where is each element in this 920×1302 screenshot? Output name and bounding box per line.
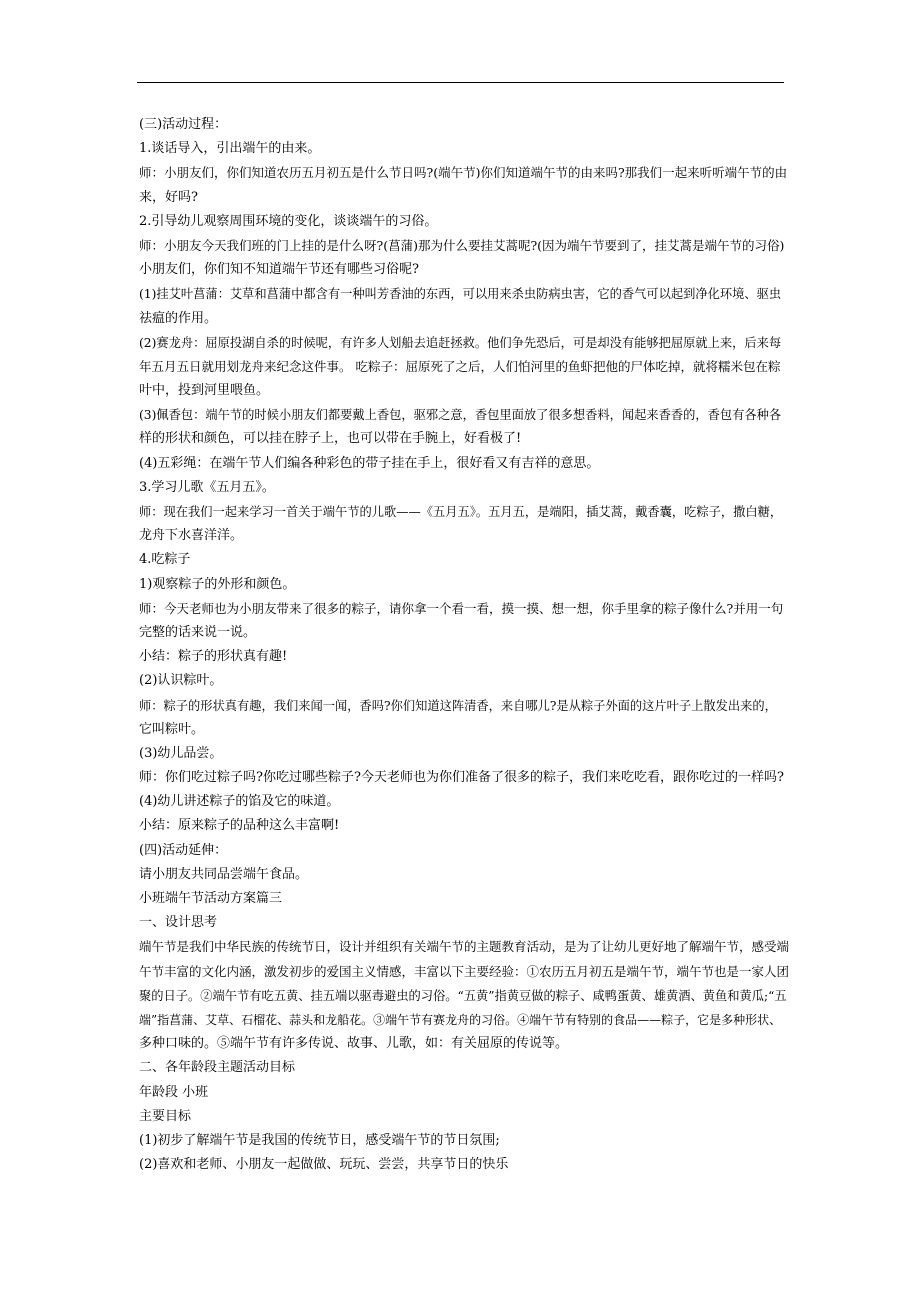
- text-line: 端”指菖蒲、艾草、石榴花、蒜头和龙船花。③端午节有赛龙舟的习俗。④端午节有特别的食品——粽子，它是多种形状、: [139, 1012, 782, 1027]
- text-line: 请小朋友共同品尝端午食品。: [139, 866, 309, 882]
- header-rule: [137, 82, 784, 83]
- text-line: 2.引导幼儿观察周围环境的变化，谈谈端午的习俗。: [139, 213, 438, 229]
- text-line: 4.吃粽子: [139, 552, 191, 568]
- text-line: 师：今天老师也为小朋友带来了很多的粽子，请你拿一个看一看，摸一摸、想一想，你手里拿的粽子像什么?并用一句: [139, 600, 784, 616]
- text-line: (4)幼儿讲述粽子的馅及它的味道。: [139, 794, 340, 810]
- text-line: 二、各年龄段主题活动目标: [139, 1060, 296, 1076]
- text-line: 小结：粽子的形状真有趣!: [139, 649, 288, 665]
- text-line: 师：现在我们一起来学习一首关于端午节的儿歌——《五月五》。五月五，是端阳，插艾蒿，戴香囊，吃粽子，撒白糖，: [139, 505, 783, 519]
- text-line: 师：小朋友今天我们班的门上挂的是什么呀?(菖蒲)那为什么要挂艾蒿呢?(因为端午节要到了，挂艾蒿是端午节的习俗): [139, 237, 785, 253]
- text-line: 叶中，投到河里喂鱼。: [139, 383, 270, 399]
- text-line: 一、设计思考: [139, 915, 218, 931]
- text-line: (2)认识粽叶。: [139, 673, 223, 689]
- text-line: 祛瘟的作用。: [139, 310, 218, 326]
- document-body: [139, 113, 789, 1177]
- text-line: 年龄段 小班: [139, 1084, 209, 1100]
- text-line: 年五月五日就用划龙舟来纪念这件事。 吃粽子：屈原死了之后，人们怕河里的鱼虾把他的尸体吃掉，就将糯米包在粽: [139, 358, 781, 374]
- text-line: (三)活动过程：: [139, 117, 228, 132]
- text-line: (3)佩香包：端午节的时候小朋友们都要戴上香包，驱邪之意，香包里面放了很多想香料，闻起来香香的，香包有各种各: [139, 408, 782, 423]
- text-line: 师：粽子的形状真有趣，我们来闻一闻，香吗?你们知道这阵清香，来自哪儿?是从粽子外面的这片叶子上散发出来的，: [139, 698, 777, 713]
- text-line: 来，好吗?: [139, 189, 198, 205]
- text-line: 聚的日子。②端午节有吃五黄、挂五端以驱毒避虫的习俗。“五黄”指黄豆做的粽子、咸鸭蛋黄、雄黄酒、黄鱼和黄瓜;“五: [139, 988, 787, 1003]
- text-line: (4)五彩绳：在端午节人们编各种彩色的带子挂在手上，很好看又有吉祥的意思。: [139, 455, 600, 471]
- text-line: (2)赛龙舟：屈原投湖自杀的时候呢，有许多人划船去追赶拯救。他们争先恐后，可是却没有能够把屈原就上来，后来每: [139, 335, 782, 350]
- text-line: 完整的话来说一说。: [139, 624, 257, 640]
- text-line: 师：小朋友们，你们知道农历五月初五是什么节日吗?(端午节)你们知道端午节的由来吗?那我们一起来听听端午节的由: [139, 165, 788, 181]
- text-line: 师：你们吃过粽子吗?你吃过哪些粽子?今天老师也为你们准备了很多的粽子，我们来吃吃看，跟你吃过的一样吗?: [139, 770, 784, 786]
- text-line: (1)初步了解端午节是我国的传统节日，感受端午节的节日氛围;: [139, 1132, 500, 1148]
- text-line: 多种口味的。⑤端午节有许多传说、故事、儿歌，如：有关屈原的传说等。: [139, 1036, 569, 1052]
- text-line: 龙舟下水喜洋洋。: [139, 528, 244, 544]
- text-line: (2)喜欢和老师、小朋友一起做做、玩玩、尝尝，共享节日的快乐: [139, 1157, 509, 1173]
- text-line: 主要目标: [139, 1108, 192, 1124]
- text-line: (1)挂艾叶菖蒲：艾草和菖蒲中都含有一种叫芳香油的东西，可以用来杀虫防病虫害，它的香气可以起到净化环境、驱虫: [139, 287, 782, 302]
- text-line: 小结：原来粽子的品种这么丰富啊!: [139, 818, 340, 834]
- text-line: 它叫粽叶。: [139, 721, 205, 737]
- text-line: 1)观察粽子的外形和颜色。: [139, 576, 296, 592]
- text-line: 小班端午节活动方案篇三: [139, 891, 283, 906]
- text-line: (四)活动延伸：: [139, 842, 228, 858]
- text-line: 小朋友们，你们知不知道端午节还有哪些习俗呢?: [139, 262, 419, 278]
- text-line: (3)幼儿品尝。: [139, 745, 223, 761]
- text-line: 午节丰富的文化内涵，激发初步的爱国主义情感，丰富以下主要经验：①农历五月初五是端午节，端午节也是一家人团: [139, 963, 789, 979]
- text-line: 样的形状和颜色，可以挂在脖子上，也可以带在手腕上，好看极了!: [139, 431, 522, 447]
- text-line: 端午节是我们中华民族的传统节日，设计并组织有关端午节的主题教育活动，是为了让幼儿更好地了解端午节，感受端: [139, 939, 789, 955]
- text-line: 1.谈话导入，引出端午的由来。: [139, 141, 321, 157]
- text-line: 3.学习儿歌《五月五》。: [139, 479, 275, 495]
